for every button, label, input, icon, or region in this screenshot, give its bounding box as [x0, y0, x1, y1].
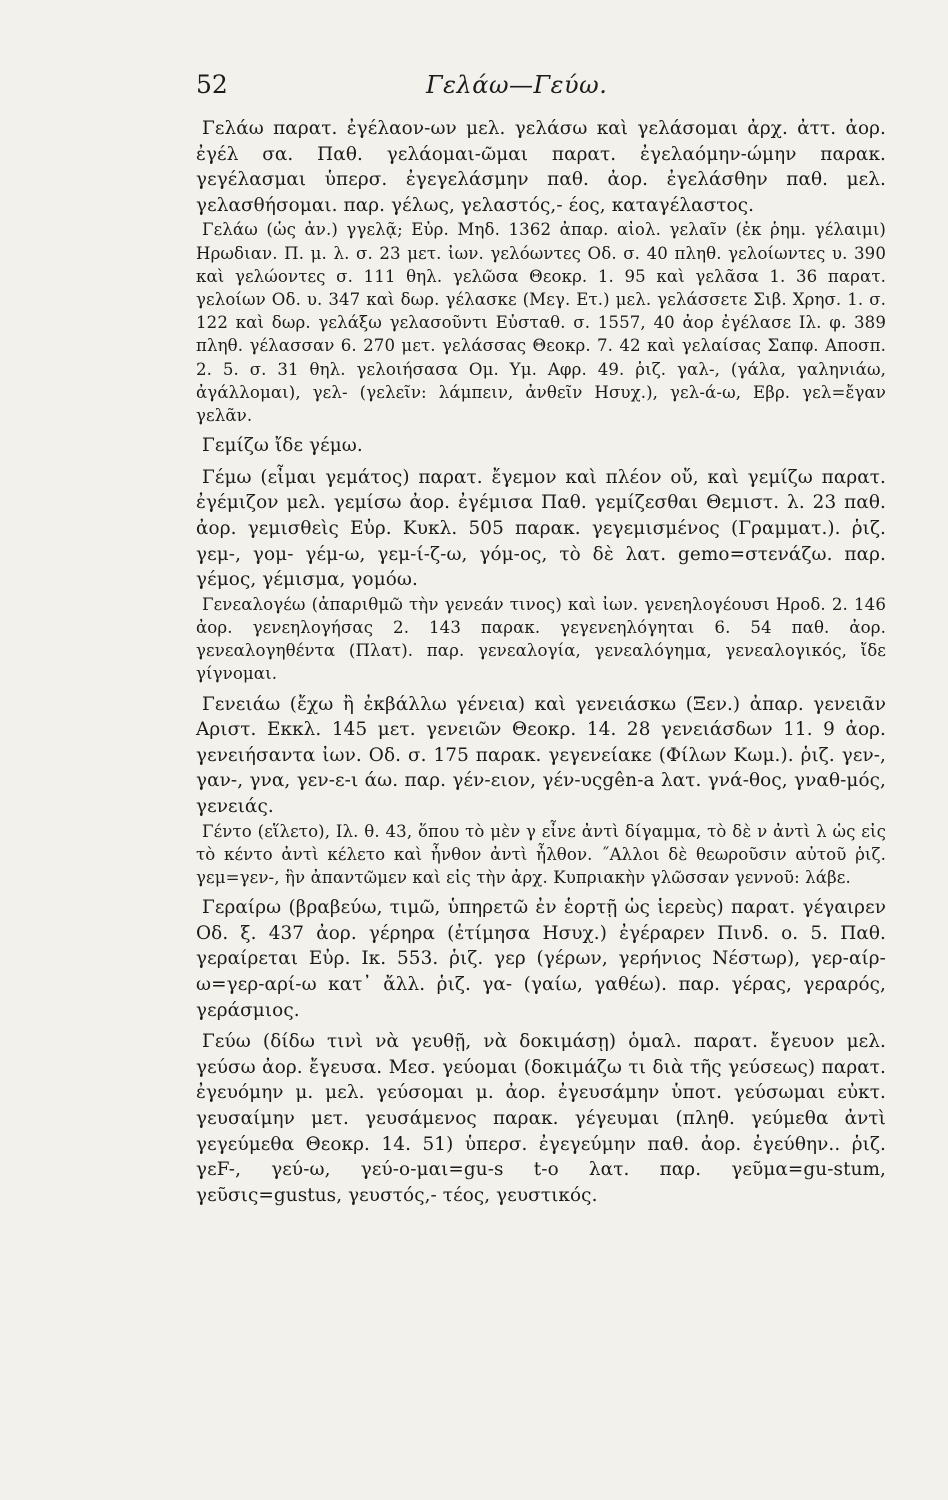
entry-geuo	[196, 1029, 886, 1208]
entry-gemizo	[196, 433, 886, 459]
entries-column	[196, 116, 886, 1208]
entry-gerairo	[196, 895, 886, 1023]
page-header	[196, 70, 886, 110]
entry-gelao	[196, 116, 886, 427]
entry-paragraph: Γεραίρω (βραβεύω, τιμῶ, ὑπηρετῶ ἐν ἑορτῇ ὡς ἱερεὺς) παρατ. γέγαιρεν Οδ. ξ. 437 ἀορ. γέρηρα (ἐτίμησα Ησυχ.) ἐγέραρεν Πινδ. ο. 5. Παθ. γεραίρεται Εὐρ. Ικ. 553. ῥιζ. γερ (γέρων, γερήνιος Νέστωρ), γερ-αίρ-ω=γερ-αρί-ω κατ᾽ ἄλλ. ῥιζ. γα- (γαίω, γαθέω). παρ. γέρας, γεραρός, γεράσμιος.	[196, 897, 886, 1021]
entry-paragraph: Γελάω παρατ. ἐγέλαον-ων μελ. γελάσω καὶ γελάσομαι ἀρχ. ἀττ. ἀορ. ἐγέλ σα. Παθ. γελάομαι-ῶμαι παρατ. ἐγελαόμην-ώμην παρακ. γεγέλασμαι ὑπερσ. ἐγεγελάσμην παθ. ἀορ. ἐγελάσθην παθ. μελ. γελασθήσομαι. παρ. γέλως, γελαστός,- έος, καταγέλαστος.	[196, 118, 886, 216]
entry-paragraph: Γεμίζω ἴδε γέμω.	[202, 435, 363, 457]
entry-subparagraph: Γελάω (ὡς ἀν.) γγελᾷ; Εὐρ. Μηδ. 1362 ἀπαρ. αἰολ. γελαῖν (ἐκ ῥημ. γέλαιμι) Ηρωδιαν. Π. μ. λ. σ. 23 μετ. ἰων. γελόωντες Οδ. σ. 40 πληθ. γελοίωντες υ. 390 καὶ γελώοντες σ. 111 θηλ. γελῶσα Θεοκρ. 1. 95 καὶ γελᾶσα 1. 36 παρατ. γελοίων Οδ. υ. 347 καὶ δωρ. γέλασκε (Μεγ. Ετ.) μελ. γελάσσετε Σιβ. Χρησ. 1. σ. 122 καὶ δωρ. γελάξω γελασοῦντι Εὐσταθ. σ. 1557, 40 ἀορ ἐγέλασε Ιλ. φ. 389 πληθ. γέλασσαν 6. 270 μετ. γελάσσας Θεοκρ. 7. 42 καὶ γελαίσας Σαπφ. Αποσπ. 2. 5. σ. 31 θηλ. γελοιήσασα Ομ. Υμ. Αφρ. 49. ῥιζ. γαλ-, (γάλα, γαληνιάω, ἀγάλλομαι), γελ- (γελεῖν: λάμπειν, ἀνθεῖν Ησυχ.), γελ-ά-ω, Εβρ. γελ=ἔγαν γελᾶν.	[196, 220, 886, 425]
entry-subparagraph: Γέντο (εἵλετο), Ιλ. θ. 43, ὅπου τὸ μὲν γ εἶνε ἀντὶ δίγαμμα, τὸ δὲ ν ἀντὶ λ ὡς εἰς τὸ κέντο ἀντὶ κέλετο καὶ ἦνθον ἀντὶ ἦλθον. ˝Αλλοι δὲ θεωροῦσιν αὐτοῦ ῥιζ. γεμ=γεν-, ἣν ἀπαντῶμεν καὶ εἰς τὴν ἀρχ. Κυπριακὴν γλῶσσαν γεννοῦ: λάβε.	[196, 821, 886, 887]
running-head: Γελάω—Γεύω.	[426, 71, 608, 99]
entry-subparagraph: Γενεαλογέω (ἀπαριθμῶ τὴν γενεάν τινος) καὶ ἰων. γενεηλογέουσι Ηροδ. 2. 146 ἀορ. γενεηλογήσας 2. 143 παρακ. γεγενεηλόγηται 6. 54 παθ. ἀορ. γενεαλογηθέντα (Πλατ). παρ. γενεαλογία, γενεαλόγημα, γενεαλογικός, ἴδε γίγνομαι.	[196, 594, 886, 684]
entry-geneiao	[196, 692, 886, 890]
entry-gemo	[196, 465, 886, 686]
page-number: 52	[196, 70, 228, 99]
entry-paragraph: Γεύω (δίδω τινὶ νὰ γευθῇ, νὰ δοκιμάσῃ) ὁμαλ. παρατ. ἔγευον μελ. γεύσω ἀορ. ἔγευσα. Μεσ. γεύομαι (δοκιμάζω τι διὰ τῆς γεύσεως) παρατ. ἐγευόμην μ. μελ. γεύσομαι μ. ἀορ. ἐγευσάμην ὑποτ. γεύσωμαι εὐκτ. γευσαίμην μετ. γευσάμενος παρακ. γέγευμαι (πληθ. γεύμεθα ἀντὶ γεγεύμεθα Θεοκρ. 14. 51) ὑπερσ. ἐγεγεύμην παθ. ἀορ. ἐγεύθην.. ῥιζ. γεF-, γεύ-ω, γεύ-ο-μαι=gu-s t-o λατ. παρ. γεῦμα=gu-stum, γεῦσις=gustus, γευστός,- τέος, γευστικός.	[196, 1031, 886, 1206]
entry-paragraph: Γενειάω (ἔχω ἢ ἐκβάλλω γένεια) καὶ γενειάσκω (Ξεν.) ἀπαρ. γενειᾶν Αριστ. Εκκλ. 145 μετ. γενειῶν Θεοκρ. 14. 28 γενειάσδων 11. 9 ἀορ. γενειήσαντα ἰων. Οδ. σ. 175 παρακ. γεγενείακε (Φίλων Κωμ.). ῥιζ. γεν-, γαν-, γνα, γεν-ε-ι άω. παρ. γέν-ειον, γέν-υςgên-a λατ. γνά-θος, γναθ-μός, γενειάς.	[196, 693, 886, 817]
entry-paragraph: Γέμω (εἶμαι γεμάτος) παρατ. ἔγεμον καὶ πλέον οὔ, καὶ γεμίζω παρατ. ἐγέμιζον μελ. γεμίσω ἀορ. ἐγέμισα Παθ. γεμίζεσθαι Θεμιστ. λ. 23 παθ. ἀορ. γεμισθεὶς Εὐρ. Κυκλ. 505 παρακ. γεγεμισμένος (Γραμματ.). ῥιζ. γεμ-, γομ- γέμ-ω, γεμ-ί-ζ-ω, γόμ-ος, τὸ δὲ λατ. gemo=στενάζω. παρ. γέμος, γέμισμα, γομόω.	[196, 466, 886, 591]
